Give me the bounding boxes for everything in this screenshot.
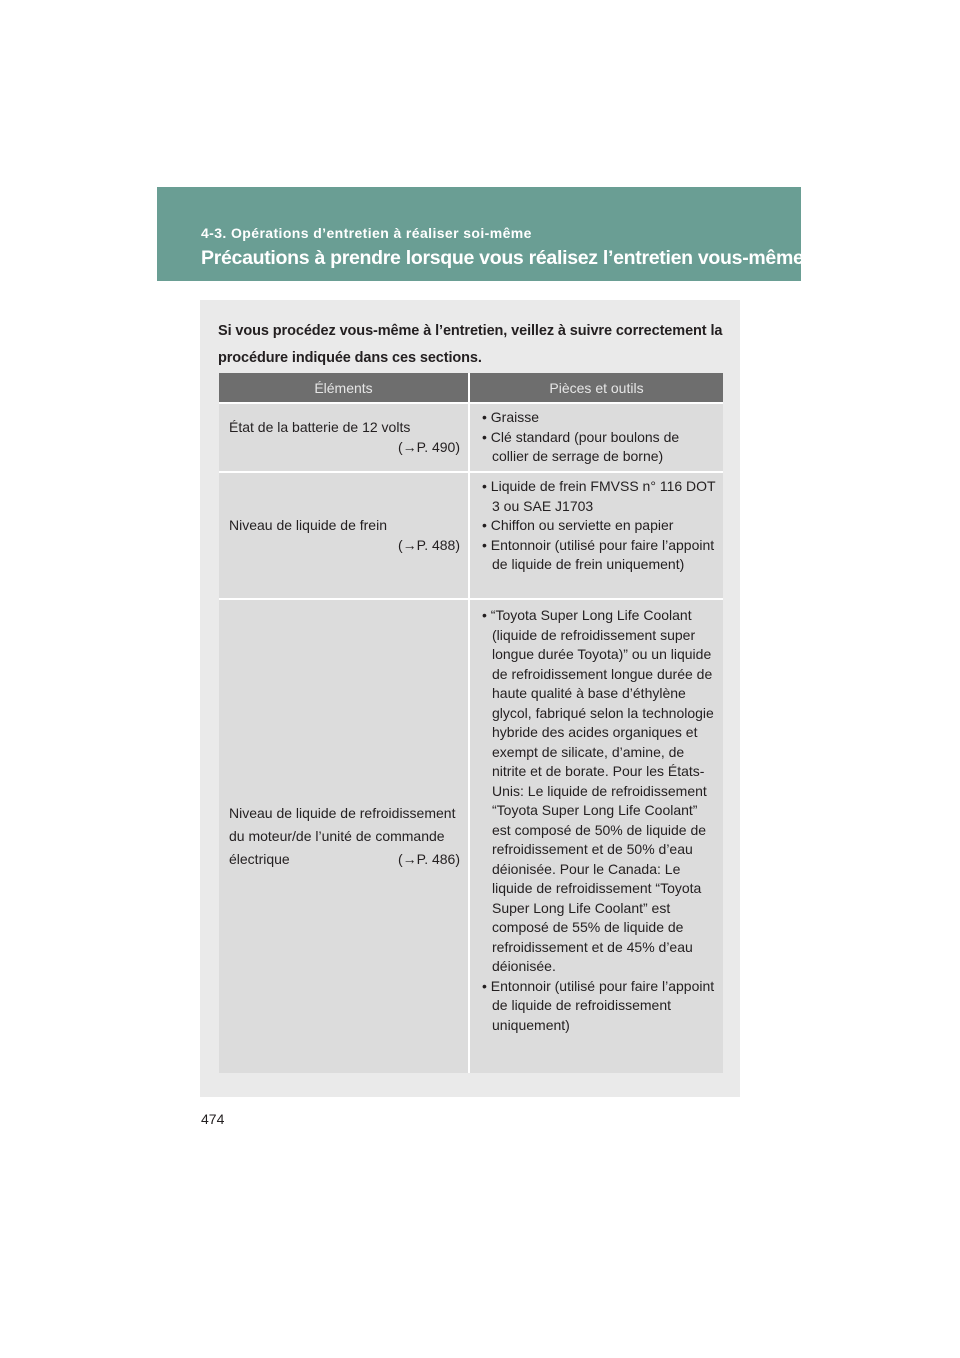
table-row bbox=[219, 599, 723, 1073]
list-item: • Clé standard (pour boulons de collier de serrage de borne) bbox=[478, 428, 719, 467]
tools-cell bbox=[469, 599, 723, 1073]
list-item: • Graisse bbox=[478, 408, 719, 428]
list-item: • Liquide de frein FMVSS n° 116 DOT 3 ou SAE J1703 bbox=[478, 477, 719, 516]
intro-text: Si vous procédez vous-même à l’entretien, veillez à suivre correctement la procédure indiquée dans ces sections. bbox=[218, 323, 723, 366]
maintenance-table bbox=[219, 373, 723, 1073]
page-reference-link[interactable]: (→P. 488) bbox=[398, 536, 460, 553]
tools-list bbox=[478, 408, 719, 467]
page-reference-link[interactable]: (→P. 490) bbox=[398, 438, 460, 455]
item-cell bbox=[219, 599, 469, 1073]
section-label: 4-3. Opérations d’entretien à réaliser soi-même bbox=[201, 225, 532, 241]
chapter-header bbox=[157, 187, 804, 281]
list-item: • Entonnoir (utilisé pour faire l’appoint de liquide de frein uniquement) bbox=[478, 536, 719, 575]
list-item: • Entonnoir (utilisé pour faire l’appoint de liquide de refroidissement uniquement) bbox=[478, 977, 719, 1036]
column-header-items: Éléments bbox=[219, 373, 469, 403]
table-row bbox=[219, 403, 723, 472]
tools-list bbox=[478, 606, 719, 1035]
list-item: • Chiffon ou serviette en papier bbox=[478, 516, 719, 536]
item-cell bbox=[219, 403, 469, 472]
table-header-row bbox=[219, 373, 723, 403]
item-label: État de la batterie de 12 volts bbox=[229, 419, 411, 435]
page-number: 474 bbox=[201, 1111, 225, 1127]
tools-cell bbox=[469, 472, 723, 599]
content-panel bbox=[200, 300, 740, 1097]
item-label: Niveau de liquide de frein bbox=[229, 517, 387, 533]
table-row bbox=[219, 472, 723, 599]
tools-cell bbox=[469, 403, 723, 472]
tools-list bbox=[478, 477, 719, 575]
item-cell bbox=[219, 472, 469, 599]
page-reference-link[interactable]: (→P. 486) bbox=[398, 851, 460, 867]
item-label: Niveau de liquide de refroidissement du moteur/de l’unité de commande électrique bbox=[229, 805, 456, 867]
list-item: • “Toyota Super Long Life Coolant (liquide de refroidissement super longue durée Toyota)” ou un liquide de refroidissement longue durée de haute qualité à base d’éthylène glycol, fabriqué selon la technologie hybride des acides organiques et exempt de silicate, d’amine, de nitrite et de borate. Pour les États-Unis: Le liquide de refroidissement “Toyota Super Long Life Coolant” est composé de 50% de liquide de refroidissement et de 50% d’eau déionisée. Pour le Canada: Le liquide de refroidissement “Toyota Super Long Life Coolant” est composé de 55% de liquide de refroidissement et de 45% d’eau déionisée. bbox=[478, 606, 719, 977]
column-header-tools: Pièces et outils bbox=[469, 373, 723, 403]
page-title: Précautions à prendre lorsque vous réalisez l’entretien vous-même bbox=[201, 247, 804, 269]
